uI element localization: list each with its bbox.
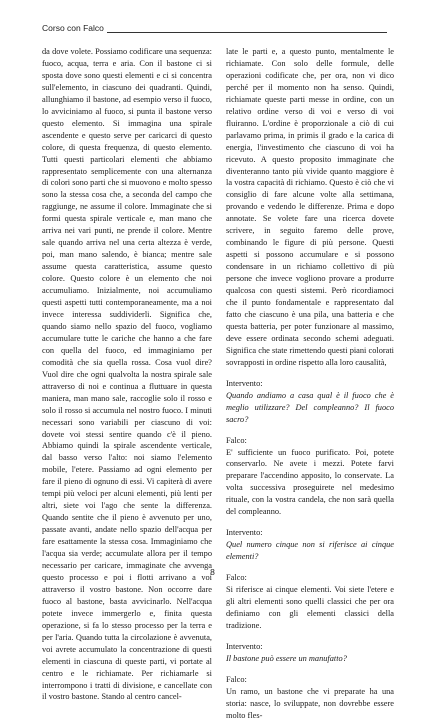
- speaker-label: Falco:: [226, 573, 247, 583]
- header-rule: [96, 32, 387, 33]
- right-column-intro: late le parti e, a questo punto, mentalmente le richiamate. Con solo delle formule, delle operazioni codificate che, per ora, non vi dico perché per il momento non ha senso. Quindi, richiamate queste parti messe in ordine, con un relativo ordine verso di voi e verso di voi fluiranno. L'ordine è proporzionale a ciò di cui parlavamo prima, in primis il grado e la carica di energia, l'investimento che ciascuno di voi ha ricevuto. A questo proposito immaginate che diventeranno tanto più vivide quanto maggiore è la vostra capacità di richiamo. Questo è ciò che vi consiglio di fare alcune volte alla settimana, provando e vedendo le differenze. Prima e dopo annotate. Se volete fare una ricerca dovete scrivere, in seguito faremo delle prove, combinando le figure di più persone. Questi aspetti si possono accumulare e si possono condensare in un richiamo collettivo di più persone che invece vogliono provare a produrre qualcosa con questi sistemi. Però ricordiamoci che il punto fondamentale e rappresentato dal fatto che ciascuno è una pila, una batteria e che questa batteria, per poter funzionare al massimo, deve essere ordinata secondo schemi adeguati. Significa che state rimettendo questi piani colorati sovrapposti in ordine rispetto alla loro causalità,: [226, 47, 394, 367]
- speaker-label: Intervento:: [226, 378, 263, 388]
- right-column: [226, 46, 394, 722]
- question-text: Il bastone può essere un manufatto?: [226, 653, 347, 663]
- spacer: [226, 369, 394, 378]
- spacer: [226, 632, 394, 641]
- answer-text: Un ramo, un bastone che vi preparate ha una storia: nasce, lo sviluppate, non dovrebbe essere molto fles-: [226, 686, 394, 720]
- header-title: Corso con Falco: [42, 23, 107, 34]
- speaker-label: Intervento:: [226, 528, 263, 538]
- spacer: [226, 518, 394, 527]
- spacer: [226, 665, 394, 674]
- spacer: [226, 426, 394, 435]
- question-text: Quel numero cinque non si riferisce ai cinque elementi?: [226, 540, 394, 562]
- page-number: 8: [210, 567, 215, 577]
- speaker-label: Falco:: [226, 435, 247, 445]
- running-header: [42, 23, 387, 35]
- answer-text: Si riferisce ai cinque elementi. Voi siete l'etere e gli altri elementi sono quelli classici che per ora definiamo con gli elementi classici della tradizione.: [226, 585, 394, 630]
- left-column-text: da dove volete. Possiamo codificare una sequenza: fuoco, acqua, terra e aria. Con il bastone ci si sposta dove sono questi elementi e ci si concentra sull'elemento, in ciascuno dei quadranti. Quindi, allunghiamo il bastone, ad esempio verso il fuoco, lo avviciniamo al fuoco, si punta il bastone verso questo elemento. Si immagina una spirale ascendente e questo serve per caricarci di questo colore, di questa frequenza, di questo elemento. Tutti questi particolari elementi che abbiamo rappresentato semplicemente con una alternanza di colori sono parti che si muovono e molto spesso sono la stessa cosa che, a seconda del campo che raggiunge, ne assume il colore. Immaginate che si formi questa spirale verticale e, man mano che arriva nei vari punti, ne prende il colore. Mentre sale quando arriva nel una certa altezza è verde, poi, man mano salendo, è bianca; mentre sale assume questa caratteristica, assume questo colore. Questo colore è un elemento che noi accumuliamo. Inizialmente, noi accumuliamo questi aspetti tutti contemporaneamente, ma a noi invece interessa suddividerli. Significa che, quando siamo nello spazio del fuoco, vogliamo accumulare tutte le cariche che hanno a che fare con quella del fuoco, ed immaginiamo per comodità che sia quella rossa. Cosa vuol dire? Vuol dire che ogni qualvolta la nostra spirale sale attraverso di noi e continua a fluttuare in questa maniera, man mano sale, raccoglie solo il rosso e solo il rosso si accumula nel nostro fuoco. I minuti necessari sono variabili per ciascuno di voi: dovete voi stessi sentire quando c'è il pieno. Abbiamo quindi la spirale ascendente verticale, dal basso verso l'alto: noi siamo l'elemento mobile, l'etere. Passiamo ad ogni elemento per fare il pieno di ognuno di essi. Vi capiterà di avere tempi più veloci per alcuni elementi, più lenti per altri, siete voi l'ago che sente la differenza. Quando sentite che il pieno è avvenuto per uno, passate avanti, andate nello spazio dell'acqua per fare esattamente la stessa cosa. Immaginiamo che l'acqua sia verde; accumulate allora per il tempo necessario per caricare, immaginate che avvenga questo processo e poi i flotti arrivano a voi attraverso il vostro bastone. Non occorre dare fuoco al bastone, basta avvicinarlo. Nell'acqua potete invece immergerlo e, finita questa operazione, si fa lo stesso processo per la terra e per l'aria. Quando tutta la circolazione è avvenuta, voi avrete accumulato la concentrazione di questi elementi in ciascuna di queste parti, vi portate al centro e le richiamate. Per richiamarle si interrompono i tratti di divisione, e cancellate con il vostro bastone. Stando al centro cancel-: [42, 47, 212, 702]
- question-text: Quando andiamo a casa qual è il fuoco che è meglio utilizzare? Del compleanno? Il fuoco sacro?: [226, 390, 394, 424]
- left-column: [42, 46, 212, 703]
- answer-text: E' sufficiente un fuoco purificato. Poi, potete conservarlo. Ne avete i mezzi. Potete farvi preparare l'accendino apposito, lo conservate. La volta successiva proseguirete nel medesimo rituale, con la vostra candela, che non sarà quella del compleanno.: [226, 447, 394, 517]
- speaker-label: Falco:: [226, 674, 247, 684]
- speaker-label: Intervento:: [226, 641, 263, 651]
